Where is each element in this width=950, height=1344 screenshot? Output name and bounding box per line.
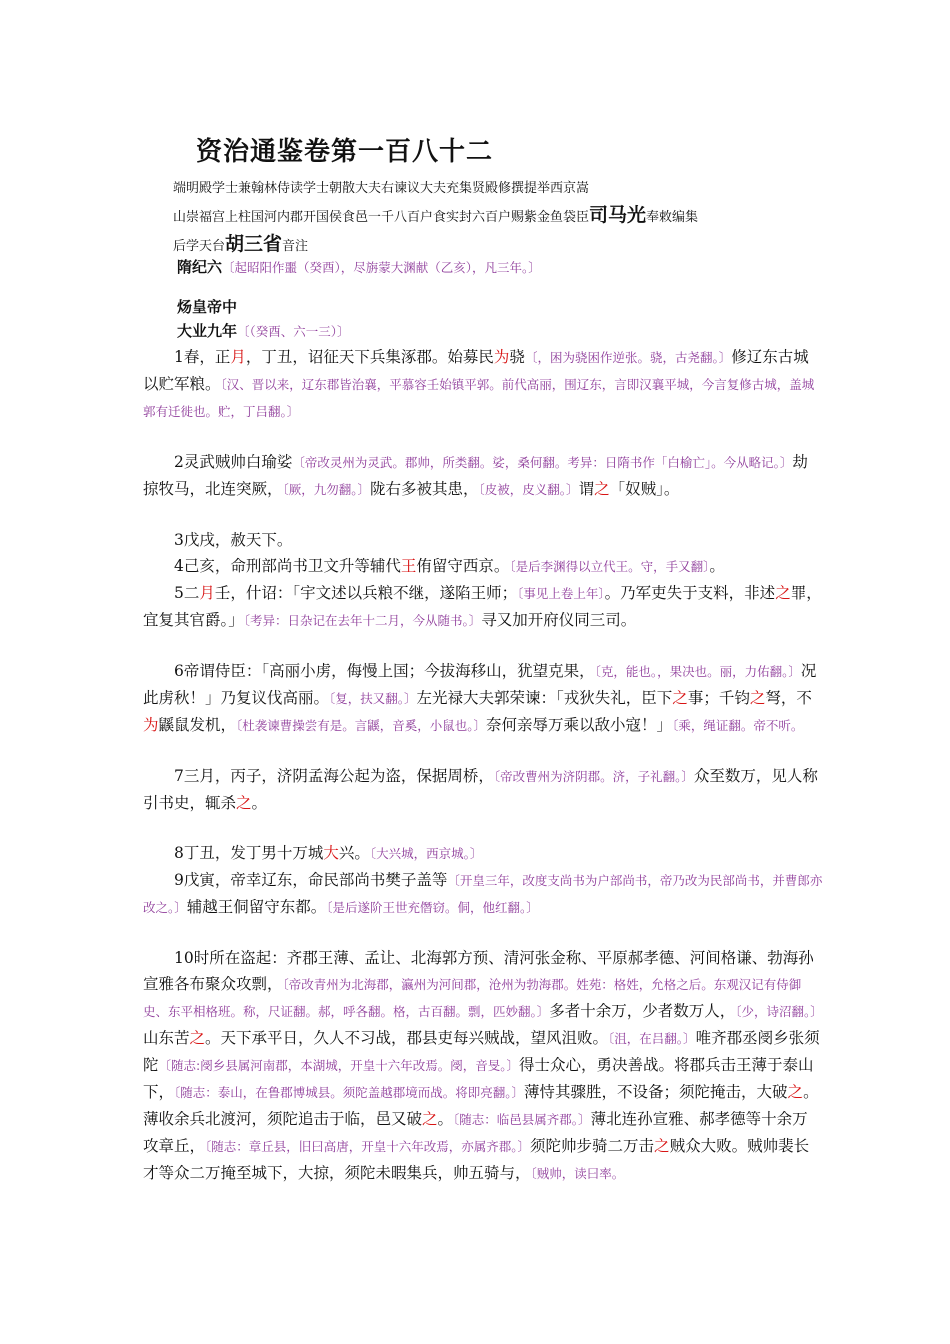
main-text: 。	[709, 557, 725, 575]
author-name: 司马光	[589, 204, 647, 226]
main-text: ，丁丑，诏征天下兵集涿郡。始募民	[245, 348, 494, 366]
main-text: 奈何亲辱万乘以敌小寇！」	[486, 716, 673, 734]
entry-paragraph	[143, 553, 823, 580]
entry-paragraph	[143, 344, 823, 425]
highlighted-char: 为	[493, 348, 510, 366]
main-text: 寻又加开府仪同三司。	[481, 611, 637, 629]
main-text: 况此虏秋！」乃复议伐高丽。	[143, 662, 817, 707]
highlighted-char: 之	[775, 584, 791, 602]
annotation-note: 〔汉、晋以来，辽东郡皆治襄，平慕容壬始镇平郭。前代高丽，围辽东，言即汉襄平城，今言复修古城，盖城郭有迁徙也。贮，丁吕翻。〕	[143, 377, 815, 419]
highlighted-char: 之	[236, 794, 252, 812]
annotation-note: 〔是后李渊得以立代王。守，手又翻〕	[509, 559, 710, 574]
main-text: 陇右多被其患，	[370, 480, 479, 498]
chapter-title: 隋纪六	[177, 258, 223, 276]
main-text: 众至数万，见人称引书史，辄杀	[143, 767, 818, 812]
highlighted-char: 之	[654, 1137, 670, 1155]
highlighted-char: 大	[323, 844, 339, 862]
entry-paragraph	[143, 580, 823, 634]
main-text: 3戊戌，赦天下。	[174, 531, 293, 549]
main-text: 事；千钧	[687, 689, 750, 707]
main-text: 6帝谓侍臣：「高丽小虏，侮慢上国；今拔海移山，犹望克果，	[174, 662, 595, 680]
text-body	[143, 344, 823, 1187]
year-note: 〔（癸酉、六一三）〕	[237, 324, 350, 339]
main-text: 辅越王侗留守东都。	[186, 898, 327, 916]
annotator-name: 胡三省	[225, 233, 283, 255]
main-text: 10时所在盗起：齐郡王薄、孟让、北海郭方预、清河张金称、平原郝孝德、河间格谦、勃海孙宣雅各布聚众攻剽，	[143, 949, 814, 993]
chapter-heading	[177, 256, 541, 277]
main-text: 罪，宜复其官爵。」	[143, 584, 822, 629]
highlighted-char: 之	[189, 1029, 206, 1047]
credit-line-1: 端明殿学士兼翰林侍读学士朝散大夫右谏议大夫充集贤殿修撰提举西京嵩	[173, 181, 590, 196]
highlighted-char: 之	[672, 689, 688, 707]
credit-line-3-suffix: 音注	[282, 239, 309, 254]
credit-line-3-text: 后学天台	[173, 239, 226, 254]
volume-title: 资治通鉴卷第一百八十二	[196, 137, 494, 167]
highlighted-char: 月	[199, 584, 215, 602]
highlighted-char: 之	[749, 689, 766, 707]
main-text: 弩，不	[765, 689, 812, 707]
annotation-note: 〔，困为骁困作逆张。骁，古尧翻。〕	[524, 350, 732, 365]
annotation-note: 〔随志：泰山，在鲁郡博城县。须陀盖越郡境而战。将即亮翻。〕	[174, 1085, 525, 1100]
annotation-note: 〔随志：章丘县，旧曰高唐，开皇十六年改焉，亦属齐郡。〕	[205, 1139, 531, 1154]
year-title: 大业九年	[177, 322, 238, 340]
main-text: 7三月，丙子，济阴孟海公起为盗，保据周桥，	[174, 767, 494, 785]
annotation-note: 〔贼帅，读曰率。	[530, 1166, 625, 1181]
main-text: 9戊寅，帝幸辽东，命民部尚书樊子盖等	[174, 871, 448, 889]
main-text: 4己亥，命刑部尚书卫文升等辅代	[174, 557, 401, 575]
highlighted-char: 之	[594, 480, 610, 498]
main-text: 劫掠牧马，北连突厥，	[143, 453, 808, 498]
entry-paragraph	[143, 945, 823, 1187]
main-text: 。乃军吏失于支料，非述	[604, 584, 776, 602]
main-text: 「奴贼」。	[609, 480, 680, 498]
main-text: 多者十余万，少者数万人，	[549, 1002, 736, 1020]
annotation-note: 〔大兴城，西京城。〕	[369, 846, 483, 861]
main-text: 唯齐郡丞阌乡张须陀	[143, 1029, 820, 1074]
main-text: 鼷鼠发机，	[158, 716, 237, 734]
author-credits	[173, 176, 813, 260]
credit-line-2-text: 山崇福宫上柱国河内郡开国侯食邑一千八百户食实封六百户赐紫金鱼袋臣	[173, 210, 590, 225]
annotation-note: 〔克，能也。，果决也。丽，力佑翻。〕	[594, 664, 801, 679]
year-heading	[177, 320, 350, 341]
entry-paragraph	[143, 527, 823, 553]
annotation-note: 〔厥，九勿翻。〕	[282, 482, 371, 497]
main-text: 1春，正	[174, 348, 231, 366]
annotation-note: 〔考异：日杂记在去年十二月，今从随书。〕	[243, 613, 482, 628]
main-text: 。薄收余兵北渡河，须陀追击于临，邑又破	[143, 1083, 819, 1128]
chapter-note: 〔起昭阳作噩（癸酉），尽旃蒙大渊献（乙亥），凡三年。〕	[222, 260, 541, 275]
entry-paragraph	[143, 763, 823, 816]
highlighted-char: 王	[400, 557, 417, 575]
entry-paragraph	[143, 658, 823, 739]
main-text: 。	[251, 794, 268, 812]
annotation-note: 〔沮，在吕翻。〕	[608, 1031, 696, 1046]
highlighted-char: 为	[143, 716, 159, 734]
main-text: 须陀帅步骑二万击	[530, 1137, 655, 1155]
main-text: 薄北连孙宣雅、郝孝德等十余万攻章丘，	[143, 1110, 808, 1155]
credit-line-2	[173, 202, 813, 231]
highlighted-char: 之	[422, 1110, 438, 1128]
annotation-note: 〔少，诗沼翻。〕	[735, 1004, 823, 1019]
main-text: 薄恃其骤胜，不设备；须陀掩击，大破	[524, 1083, 788, 1101]
entry-paragraph	[143, 449, 823, 503]
emperor-heading: 炀皇帝中	[177, 298, 238, 316]
main-text: 侑留守西京。	[416, 557, 510, 575]
main-text: 骁	[509, 348, 525, 366]
main-text: 5二	[174, 584, 200, 602]
annotation-note: 〔帝改青州为北海郡，瀛州为河间郡，沧州为勃海郡。姓苑：格姓，允格之后。东观汉记有侍御史、东平相格班。称，尺证翻。郝，呼各翻。格，古百翻。剽，匹妙翻。〕	[143, 977, 802, 1019]
annotation-note: 〔皮被，皮义翻。〕	[478, 482, 579, 497]
main-text: 壬，什诏：「宇文述以兵粮不继，遂陷王师；	[214, 584, 518, 602]
highlighted-char: 月	[230, 348, 246, 366]
annotation-note: 〔帝改曹州为济阴郡。济，子礼翻。〕	[493, 769, 694, 784]
main-text: 8丁丑，发丁男十万城	[174, 844, 324, 862]
annotation-note: 〔帝改灵州为灵武。郡帅，所类翻。娑，桑何翻。考异：日隋书作「白榆亡」。今从略记。〕	[292, 455, 793, 470]
main-text: 得士众心，勇决善战。将郡兵击王薄于泰山下，	[143, 1056, 814, 1101]
annotation-note: 〔复，扶又翻。〕	[329, 691, 417, 706]
main-text: 兴。	[338, 844, 370, 862]
main-text: 贼众大败。贼帅裴长才等众二万掩至城下，大掠，须陀未暇集兵，帅五骑与，	[143, 1137, 810, 1182]
credit-line-2-suffix: 奉敕编集	[646, 210, 699, 225]
annotation-note: 〔杜袭谏曹操尝有是。言鼷，音奚，小鼠也。〕	[236, 718, 487, 733]
annotation-note: 〔开皇三年，改度支尚书为户部尚书，帝乃改为民部尚书，并曹郎亦改之。〕	[143, 873, 823, 915]
entry-paragraph	[143, 867, 823, 921]
highlighted-char: 之	[787, 1083, 804, 1101]
main-text: 山东苦	[143, 1029, 190, 1047]
annotation-note: 〔乘，绳证翻。帝不听。	[672, 718, 804, 733]
main-text: 。	[437, 1110, 454, 1128]
entry-paragraph	[143, 840, 823, 867]
main-text: 修辽东古城以贮军粮。	[143, 348, 809, 393]
annotation-note: 〔事见上卷上年〕	[517, 586, 605, 601]
main-text: 2灵武贼帅白瑜娑	[174, 453, 293, 471]
main-text: 谓	[578, 480, 595, 498]
annotation-note: 〔随志:阌乡县属河南郡，本湖城，开皇十六年改焉。阌，音旻。〕	[158, 1058, 519, 1073]
annotation-note: 〔是后遂阶王世充僭窃。侗，他红翻。〕	[326, 900, 539, 915]
annotation-note: 〔随志：临邑县属齐郡。〕	[453, 1112, 591, 1127]
main-text: 左光禄大夫郭荣谏：「戎狄失礼，臣下	[416, 689, 673, 707]
main-text: 。天下承平日，久人不习战，郡县吏每兴贼战，望风沮败。	[205, 1029, 609, 1047]
